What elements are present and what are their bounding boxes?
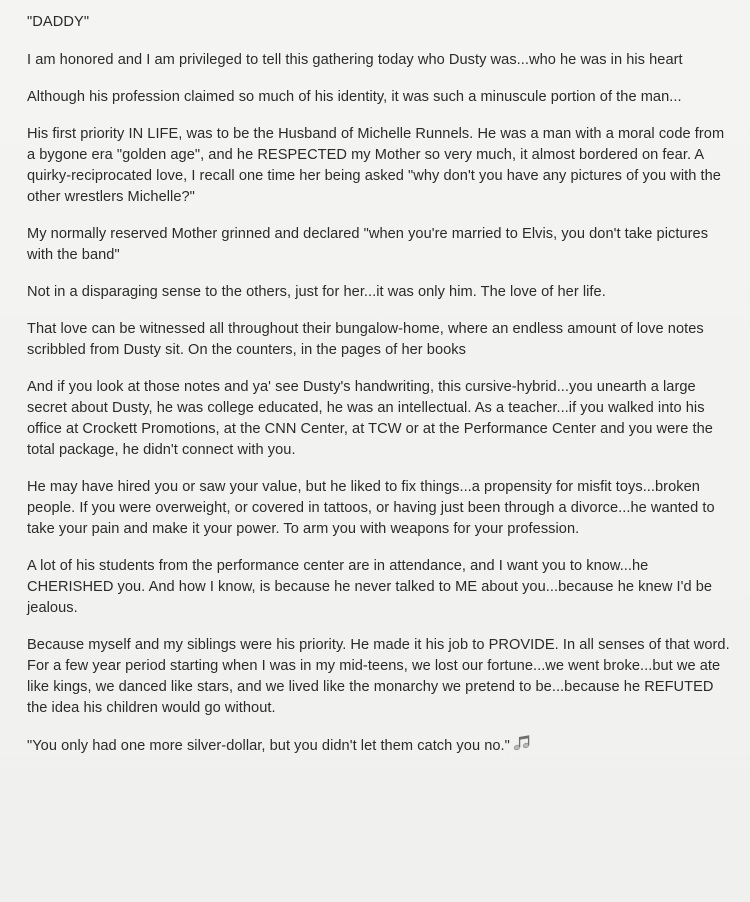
paragraph: A lot of his students from the performance center are in attendance, and I want you to know...he CHERISHED you. And how I know, is because he never talked to ME about you...because he knew I'd be jealous. (27, 558, 713, 616)
paragraph: And if you look at those notes and ya' see Dusty's handwriting, this cursive-hybrid...you unearth a large secret about Dusty, he was college educated, he was an intellectual. As a teacher...if you walked into his office at Crockett Promotions, at the CNN Center, at TCW or at the Performance Center and you were the total package, he didn't connect with you. (27, 379, 713, 458)
musical-notes-icon (512, 735, 532, 758)
paragraph: Because myself and my siblings were his priority. He made it his job to PROVIDE. In all senses of that word. For a few year period starting when I was in my mid-teens, we lost our fortune...we went broke...but we ate like kings, we danced like stars, and we lived like the monarchy we pretend to be...because he REFUTED the idea his children would go without. (27, 637, 730, 716)
paragraph: My normally reserved Mother grinned and declared "when you're married to Elvis, you don't take pictures with the band" (27, 226, 709, 263)
paragraph: I am honored and I am privileged to tell this gathering today who Dusty was...who he was in his heart (27, 52, 683, 68)
paragraph: Although his profession claimed so much of his identity, it was such a minuscule portion of the man... (27, 89, 682, 105)
paragraph: He may have hired you or saw your value, but he liked to fix things...a propensity for misfit toys...broken people. If you were overweight, or covered in tattoos, or having just been through a divorce...he wanted to take your pain and make it your power. To arm you with weapons for your profession. (27, 479, 715, 537)
paragraph: Not in a disparaging sense to the others, just for her...it was only him. The love of her life. (27, 284, 606, 300)
paragraph: That love can be witnessed all throughout their bungalow-home, where an endless amount of love notes scribbled from Dusty sit. On the counters, in the pages of her books (27, 321, 704, 358)
paragraph: His first priority IN LIFE, was to be the Husband of Michelle Runnels. He was a man with a moral code from a bygone era "golden age", and he RESPECTED my Mother so very much, it almost bordered on fear. A quirky-reciprocated love, I recall one time her being asked "why don't you have any pictures of you with the other wrestlers Michelle?" (27, 126, 725, 205)
closing-quote-text: "You only had one more silver-dollar, but you didn't let them catch you no." (27, 738, 510, 754)
closing-quote (27, 735, 730, 758)
document-title: "DADDY" (27, 14, 90, 30)
